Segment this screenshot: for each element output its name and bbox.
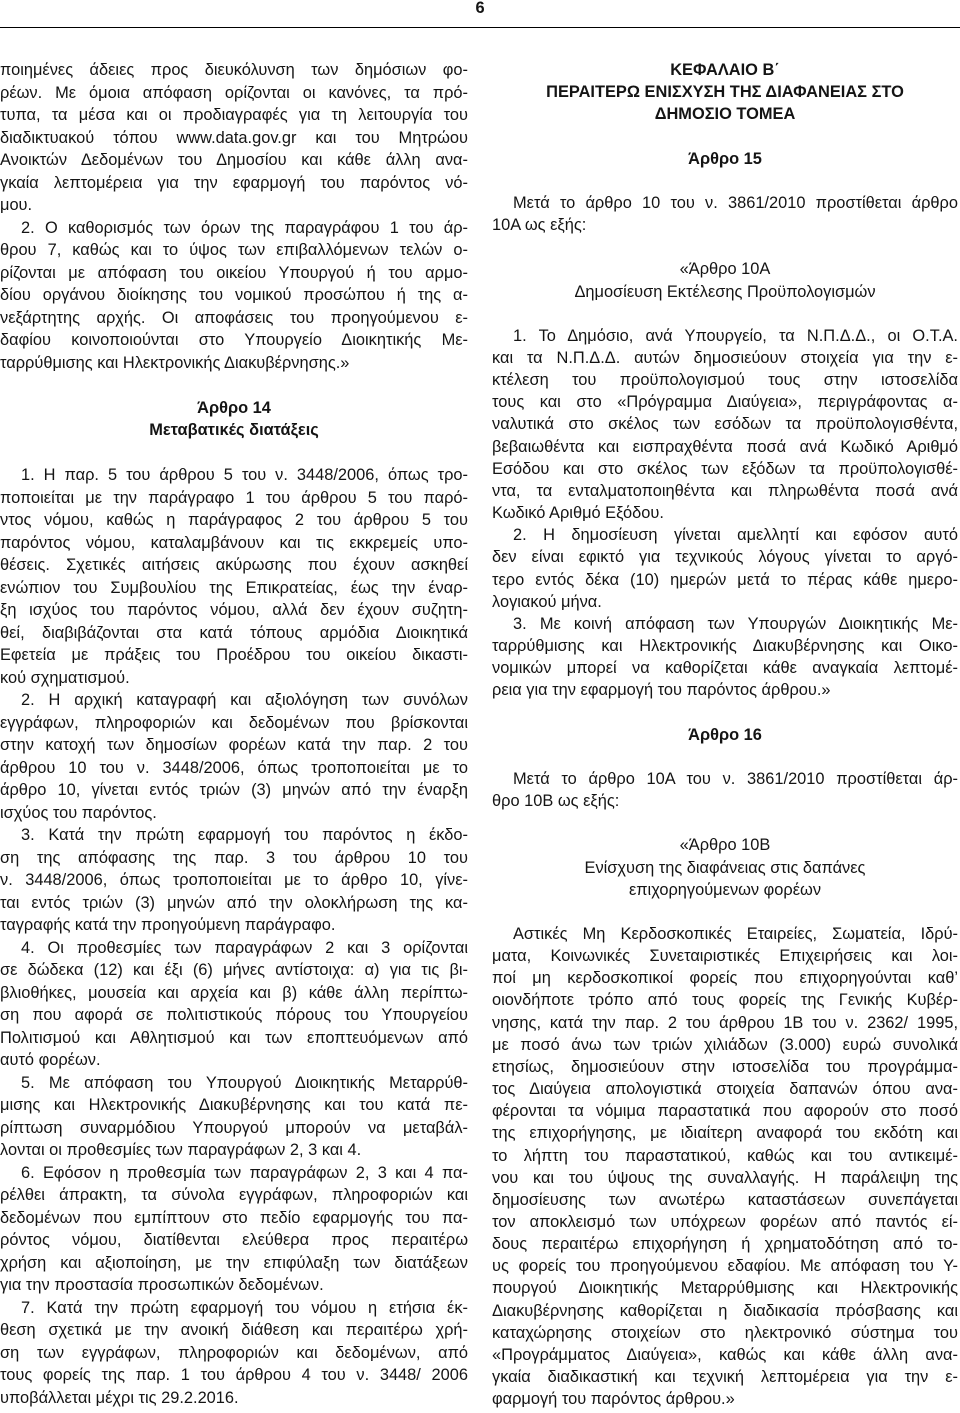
text-line: 10Α ως εξής: bbox=[492, 216, 587, 235]
text-line: Μετά το άρθρο 10 του ν. 3861/2010 προστίθεται άρθρο bbox=[513, 193, 958, 212]
paragraph bbox=[492, 613, 958, 702]
text-line: θεί, διαβιβάζονται στα κατά τόπους αρμόδια Διοικητικά bbox=[0, 623, 468, 642]
text-line: ταρρύθμισης και Ηλεκτρονικής Διακυβέρνησης.» bbox=[0, 353, 350, 372]
text-line: 2. Ο καθορισμός των όρων της παραγράφου 1 του άρ- bbox=[21, 218, 468, 237]
text-line: διαδικτυακού τόπου www.data.gov.gr και του Μητρώου bbox=[0, 128, 468, 147]
text-line: θέσεις. Σχετικές αιτήσεις ακύρωσης που έχουν ασκηθεί bbox=[0, 556, 468, 574]
text-line: δημοσίευσης των ανωτέρω καταστάσεων συνεπάγεται bbox=[492, 1190, 958, 1209]
page-number: 6 bbox=[475, 0, 485, 17]
text-line: 1. Η παρ. 5 του άρθρου 5 του ν. 3448/2006, όπως τρο- bbox=[21, 466, 468, 484]
text-line: θρο 10Β ως εξής: bbox=[492, 792, 620, 811]
spacer bbox=[492, 812, 958, 834]
text-line: ποποιείται με την παράγραφο 1 του άρθρου 5 του παρό- bbox=[0, 488, 468, 507]
heading-line: Ενίσχυση της διαφάνειας στις δαπάνες bbox=[584, 858, 866, 877]
text-line: νου και του ύψους της συναλλαγής. Η παράλειψη της bbox=[492, 1168, 958, 1187]
paragraph bbox=[0, 1162, 468, 1297]
heading-line: «Άρθρο 10Α bbox=[679, 260, 771, 279]
text-line: τους φορείς της παρ. 1 του άρθρου 4 του ν. 3448/ 2006 bbox=[0, 1366, 468, 1384]
text-line: άρθρο 10, γίνεται εντός τριών (3) μηνών από την έναρξη bbox=[0, 781, 468, 799]
paragraph bbox=[492, 768, 958, 812]
text-line: για την προστασία προσωπικών δεδομένων. bbox=[0, 1276, 324, 1294]
left-column bbox=[0, 59, 468, 1409]
text-line: ρέων. Με όμοια απόφαση ορίζονται οι κανόνες, τα πρό- bbox=[0, 83, 468, 102]
text-line: Εσόδου και στο σκέλος των εξόδων τα προϋπολογισθέ- bbox=[492, 459, 958, 478]
heading-line: Άρθρο 14 bbox=[197, 398, 271, 417]
text-line: δεδομένων που εμπίπτουν στο πεδίο εφαρμογής του πα- bbox=[0, 1208, 468, 1227]
text-line: τυπα, τα μέσα και οι προδιαγραφές για τη λειτουργία του bbox=[0, 106, 468, 124]
text-line: ση των εγγράφων, πληροφοριών και δεδομένων, από bbox=[0, 1343, 468, 1362]
text-line: λογιακού μήνα. bbox=[492, 592, 602, 611]
paragraph bbox=[0, 464, 468, 689]
text-line: ρίζονται με απόφαση του οικείου Υπουργού ή του αρμο- bbox=[0, 263, 468, 282]
spacer bbox=[492, 236, 958, 258]
text-line: στην κατοχή των δημοσίων φορέων κατά την παρ. 2 του bbox=[0, 736, 468, 754]
paragraph bbox=[0, 217, 468, 375]
text-line: ποί μη κερδοσκοπικοί φορείς που επιχορηγούνται καθ’ bbox=[492, 969, 958, 988]
text-line: καταχώρησης στοιχείων στο ηλεκτρονικό σύστημα του bbox=[492, 1323, 958, 1342]
text-line: ισχύος του παρόντος. bbox=[0, 803, 157, 822]
text-line: δους περαιτέρω επιχορήγηση ή χρηματοδότηση από το- bbox=[492, 1235, 958, 1254]
text-line: δαφίου κοινοποιούνται στο Υπουργείο Διοικητικής Με- bbox=[0, 331, 468, 349]
text-line: Διακυβέρνησης καθορίζεται η διαδικασία πρόσβασης και bbox=[492, 1301, 958, 1320]
text-line: δεν είναι εφικτό για τεχνικούς λόγους γίνεται το αργό- bbox=[492, 548, 958, 567]
text-line: ρόντος νόμου, διατίθενται ελεύθερα προς περαιτέρω bbox=[0, 1231, 468, 1249]
text-line: ν. 3448/2006, όπως τροποποιείται με το άρθρο 10, γίνε- bbox=[0, 871, 468, 889]
heading-line: Μεταβατικές διατάξεις bbox=[149, 421, 319, 439]
spacer bbox=[492, 125, 958, 147]
paragraph bbox=[0, 1072, 468, 1162]
text-line: σε δώδεκα (12) και έξι (6) μήνες αντίστοιχα: α) για τις βι- bbox=[0, 961, 468, 979]
chapter-heading bbox=[492, 59, 958, 125]
spacer bbox=[492, 170, 958, 192]
text-line: 2. Η δημοσίευση γίνεται αμελλητί και εφόσον αυτό bbox=[513, 526, 958, 545]
article-heading bbox=[0, 397, 468, 442]
text-line: αυτό φορέων. bbox=[0, 1051, 101, 1069]
paragraph bbox=[492, 923, 958, 1410]
paragraph bbox=[492, 325, 958, 524]
text-line: το λήπτη του παραστατικού, καθώς και του αντικειμέ- bbox=[492, 1146, 958, 1165]
text-line: ταγραφής κατά την προηγούμενη παράγραφο. bbox=[0, 916, 336, 934]
text-line: νεξάρτητης αρχής. Οι αποφάσεις του προηγούμενου ε- bbox=[0, 308, 468, 327]
article-heading bbox=[492, 148, 958, 170]
text-line: λονται οι προθεσμίες των παραγράφων 2, 3 και 4. bbox=[0, 1141, 362, 1159]
text-line: ενώπιον του Συμβουλίου της Επικρατείας, έως την έναρ- bbox=[0, 578, 468, 597]
header-rule bbox=[0, 27, 960, 28]
text-line: ξη ισχύος του παρόντος νόμου, αλλά δεν έχουν συζητη- bbox=[0, 601, 468, 619]
heading-line: ΔΗΜΟΣΙΟ ΤΟΜΕΑ bbox=[654, 105, 796, 124]
text-line: μου. bbox=[0, 196, 33, 214]
text-line: γκαία λεπτομέρεια για την εφαρμογή του παρόντος νό- bbox=[0, 173, 468, 192]
text-line: χρήση και αξιοποίηση, με την επιφύλαξη των διατάξεων bbox=[0, 1253, 468, 1272]
text-line: φαρμογή του παρόντος άρθρου.» bbox=[492, 1390, 735, 1409]
paragraph bbox=[0, 937, 468, 1072]
text-line: ση που αφορά σε πολιτιστικούς πόρους του Υπουργείου bbox=[0, 1006, 468, 1024]
quoted-article-heading bbox=[492, 258, 958, 302]
heading-line: Δημοσίευση Εκτέλεσης Προϋπολογισμών bbox=[574, 282, 876, 301]
text-line: Ανοικτών Δεδομένων του Δημοσίου και κάθε άλλη ανα- bbox=[0, 151, 468, 169]
paragraph bbox=[492, 192, 958, 236]
text-line: κού σχηματισμού. bbox=[0, 668, 130, 687]
text-line: νομικών μπορεί να καθορίζεται κάθε αναγκαία λεπτομέ- bbox=[492, 659, 958, 678]
heading-line: Άρθρο 15 bbox=[688, 149, 762, 168]
article-heading bbox=[492, 724, 958, 746]
spacer bbox=[0, 374, 468, 397]
text-line: Πολιτισμού και Αθλητισμού και των εποπτευόμενων από bbox=[0, 1028, 468, 1047]
text-line: 6. Εφόσον η προθεσμία των παραγράφων 2, 3 και 4 πα- bbox=[21, 1163, 468, 1182]
text-line: θρου 7, καθώς και το ύψος των επιβαλλόμενων τελών ο- bbox=[0, 241, 468, 259]
text-line: άρθρου 10 του ν. 3448/2006, όπως τροποποιείται με το bbox=[0, 758, 468, 777]
text-line: ντος νόμου, καθώς η παράγραφος 2 του άρθρου 5 του bbox=[0, 511, 468, 529]
text-line: 1. Το Δημόσιο, ανά Υπουργείο, τα Ν.Π.Δ.Δ., οι Ο.Τ.Α. bbox=[513, 326, 958, 345]
spacer bbox=[0, 442, 468, 465]
text-line: υποβάλλεται μέχρι τις 29.2.2016. bbox=[0, 1388, 239, 1407]
text-line: μισης και Ηλεκτρονικής Διακυβέρνησης και του κατά πε- bbox=[0, 1096, 468, 1114]
text-line: 4. Οι προθεσμίες των παραγράφων 2 και 3 ορίζονται bbox=[21, 938, 468, 957]
text-line: ση της απόφασης της παρ. 3 του άρθρου 10 του bbox=[0, 848, 468, 867]
text-line: γκαία διαδικαστική και τεχνική λεπτομέρεια για την ε- bbox=[492, 1368, 958, 1387]
heading-line: «Άρθρο 10Β bbox=[679, 836, 771, 855]
text-line: Αστικές Μη Κερδοσκοπικές Εταιρείες, Σωματεία, Ιδρύ- bbox=[513, 924, 958, 943]
heading-line: επιχορηγούμενων φορέων bbox=[628, 880, 822, 899]
text-line: ετησίως, δημοσιεύουν στην ιστοσελίδα του προγράμμα- bbox=[492, 1057, 958, 1076]
text-line: ρέλθει άπρακτη, τα σύνολα εγγράφων, πληροφοριών και bbox=[0, 1186, 468, 1204]
spacer bbox=[492, 701, 958, 723]
text-line: Μετά το άρθρο 10Α του ν. 3861/2010 προστίθεται άρ- bbox=[513, 769, 958, 788]
text-line: ρεια για την εφαρμογή του παρόντος άρθρου.» bbox=[492, 681, 831, 700]
paragraph bbox=[0, 1297, 468, 1410]
text-line: τερο εντός δέκα (10) ημερών μετά το πέρας κάθε ημερο- bbox=[492, 570, 958, 589]
text-line: ται εντός τριών (3) μηνών από την ολοκλήρωση της κα- bbox=[0, 893, 468, 912]
right-column bbox=[492, 59, 958, 1410]
text-line: παρόντος νόμου, καταλαμβάνουν και τις εκκρεμείς υπο- bbox=[0, 533, 468, 552]
text-line: εγγράφων, πληροφοριών και δεδομένων που βρίσκονται bbox=[0, 713, 468, 732]
spacer bbox=[492, 746, 958, 768]
text-line: ματα, Κοινωνικές Συνεταιριστικές Επιχειρήσεις και λοι- bbox=[492, 947, 958, 966]
text-line: πουργού Διοικητικής Μεταρρύθμισης και Ηλεκτρονικής bbox=[492, 1279, 958, 1298]
text-line: 3. Με κοινή απόφαση των Υπουργών Διοικητικής Με- bbox=[513, 614, 958, 633]
paragraph bbox=[0, 689, 468, 824]
text-line: κτέλεση του προϋπολογισμού τους στην ιστοσελίδα bbox=[492, 371, 958, 390]
text-line: τον αποκλεισμό των υπόχρεων φορέων από παντός εί- bbox=[492, 1213, 958, 1231]
text-line: νησης, κατά την παρ. 2 του άρθρου 1Β του ν. 2362/ 1995, bbox=[492, 1013, 958, 1032]
text-line: 7. Κατά την πρώτη εφαρμογή του νόμου η ετήσια έκ- bbox=[21, 1298, 468, 1317]
text-line: θεση σχετικά με την ανοική διάθεση και περαιτέρω χρή- bbox=[0, 1321, 468, 1339]
heading-line: ΠΕΡΑΙΤΕΡΩ ΕΝΙΣΧΥΣΗ ΤΗΣ ΔΙΑΦΑΝΕΙΑΣ ΣΤΟ bbox=[546, 83, 904, 102]
text-line: βλιοθήκες, μουσεία και αρχεία και β) κάθε άλλη περίπτω- bbox=[0, 983, 468, 1002]
text-line: 2. Η αρχική καταγραφή και αξιολόγηση των συνόλων bbox=[21, 691, 468, 709]
text-line: 3. Κατά την πρώτη εφαρμογή του παρόντος η έκδο- bbox=[21, 826, 468, 844]
text-line: υς φορείς του προηγούμενου εδαφίου. Με απόφαση του Υ- bbox=[492, 1257, 958, 1276]
text-line: οιονδήποτε τρόπο από τους φορείς της Γενικής Κυβέρ- bbox=[492, 991, 958, 1010]
heading-line: ΚΕΦΑΛΑΙΟ Β΄ bbox=[670, 61, 780, 79]
text-line: ναλυτικά στο σκέλος των εσόδων τα προϋπολογισθέντα, bbox=[492, 415, 958, 434]
spacer bbox=[492, 303, 958, 325]
quoted-article-heading bbox=[492, 834, 958, 900]
text-line: ντα, τα ενταλματοποιηθέντα και πληρωθέντα ποσά ανά bbox=[492, 481, 958, 500]
text-line: της επιχορήγησης, με ιδιαίτερη αναφορά του εκδότη και bbox=[492, 1124, 958, 1143]
text-line: τους και στο «Πρόγραμμα Διαύγεια», περιγράφοντας α- bbox=[492, 393, 958, 412]
text-line: με ποσό άνω των τριών χιλιάδων (3.000) ευρώ συνολικά bbox=[492, 1035, 958, 1054]
spacer bbox=[492, 901, 958, 923]
paragraph bbox=[0, 824, 468, 937]
paragraph bbox=[492, 524, 958, 613]
text-line: Εφετεία με πράξεις του Προέδρου του οικείου δικαστι- bbox=[0, 646, 468, 664]
text-line: ποιημένες άδειες προς διευκόλυνση των δημόσιων φο- bbox=[0, 61, 468, 79]
paragraph bbox=[0, 59, 468, 217]
text-line: τος Διαύγεια απολογιστικά στοιχεία δαπανών όπου ανα- bbox=[492, 1080, 958, 1099]
heading-line: Άρθρο 16 bbox=[688, 725, 762, 744]
text-line: ταρρύθμισης και Ηλεκτρονικής Διακυβέρνησης και Οικο- bbox=[492, 637, 958, 655]
text-line: βεβαιωθέντα και εισπραχθέντα ποσά ανά Κωδικό Αριθμό bbox=[492, 437, 958, 456]
text-line: Κωδικό Αριθμό Εξόδου. bbox=[492, 504, 664, 523]
text-line: δίου οργάνου διοίκησης του νομικού προσώπου ή της α- bbox=[0, 286, 468, 304]
text-line: «Προγράμματος Διαύγεια», καθώς και κάθε άλλη ανα- bbox=[492, 1345, 958, 1364]
text-line: 5. Με απόφαση του Υπουργού Διοικητικής Μεταρρύθ- bbox=[21, 1073, 468, 1092]
text-line: φέρονται τα νόμιμα παραστατικά που αφορούν στο ποσό bbox=[492, 1102, 958, 1121]
text-line: και τα Ν.Π.Δ.Δ. αυτών δημοσιεύουν στοιχεία για την ε- bbox=[492, 348, 958, 367]
text-line: ρίπτωση συναρμόδιου Υπουργού μπορούν να μεταβάλ- bbox=[0, 1118, 468, 1137]
